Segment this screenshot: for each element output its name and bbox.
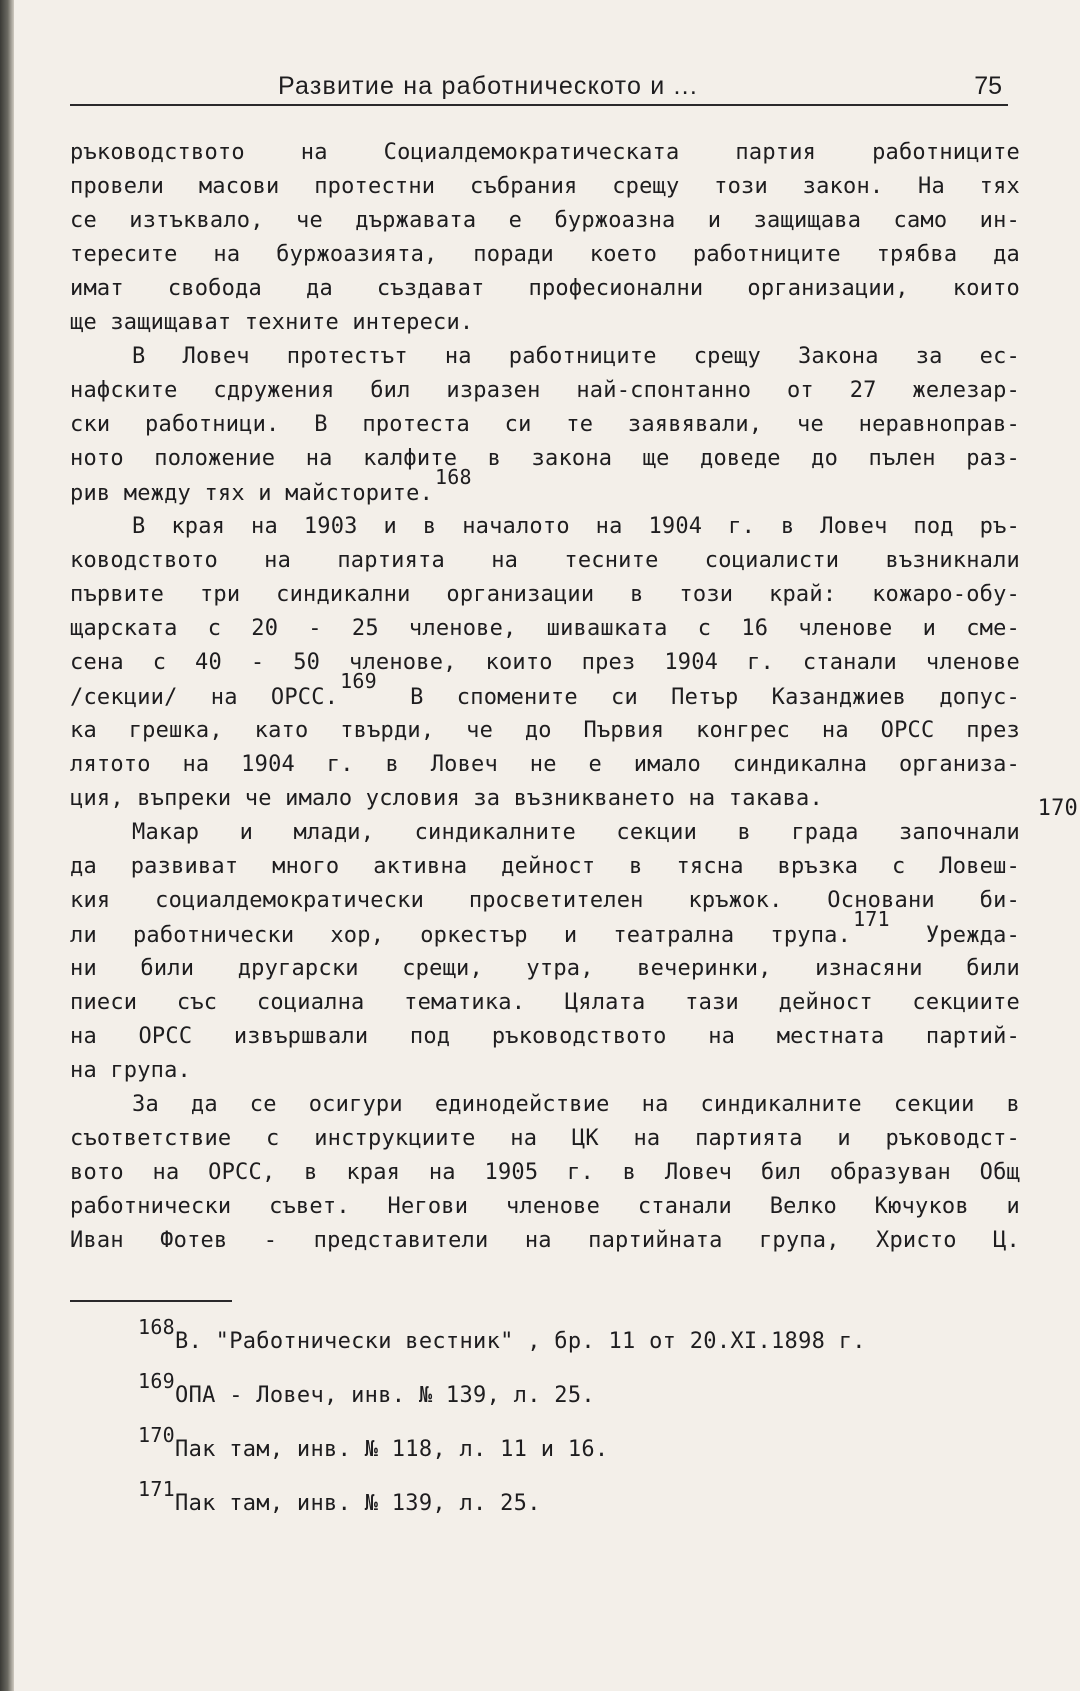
line-text: на група. — [70, 1058, 192, 1083]
text-line — [70, 136, 1020, 170]
line-text: Макар и млади, синдикалните секции в града започнали — [132, 820, 1020, 845]
footnote-text: ОПА - Ловеч, инв. № 139, л. 25. — [175, 1383, 595, 1408]
text-line — [70, 612, 1020, 646]
text-line — [70, 170, 1020, 204]
text-line — [70, 646, 1020, 680]
line-continuation: Урежда- — [925, 923, 1020, 948]
line-text: тересите на буржоазията, поради което работниците трябва да — [70, 242, 1020, 267]
line-text: ръководството на Социалдемократическата партия работниците — [70, 140, 1020, 165]
footnote-number: 170 — [138, 1423, 176, 1447]
footnote-number: 168 — [138, 1315, 176, 1339]
footnote-marker[interactable]: 171 — [853, 907, 890, 931]
body-text — [70, 136, 1078, 1258]
line-text: лятото на 1904 г. в Ловеч не е имало синдикална организа- — [70, 752, 1020, 777]
line-text: рив между тях и майсторите. — [70, 481, 434, 506]
text-line — [70, 714, 1020, 748]
paragraph — [70, 1088, 1020, 1258]
line-text: се изтъквало, че държавата е буржоазна и защищава само ин- — [70, 208, 1020, 233]
footnote-item — [138, 1368, 1018, 1422]
text-line — [70, 986, 1020, 1020]
line-text: пиеси със социална тематика. Цялата тази дейност секциите — [70, 990, 1020, 1015]
footnote-marker[interactable]: 168 — [435, 465, 472, 489]
text-line — [70, 306, 1020, 340]
footnote-item — [138, 1314, 1018, 1368]
line-text: кия социалдемократически просветителен кръжок. Основани би- — [70, 888, 1020, 913]
text-line — [70, 669, 1020, 714]
line-text: нафските сдружения бил изразен най-спонтанно от 27 железар- — [70, 378, 1020, 403]
text-line — [70, 442, 1020, 476]
footnote-text: В. "Работнически вестник" , бр. 11 от 20.XI.1898 г. — [175, 1329, 866, 1354]
text-line — [70, 465, 1020, 510]
line-text: вото на ОРСС, в края на 1905 г. в Ловеч бил образуван Общ — [70, 1160, 1020, 1185]
text-line — [70, 748, 1020, 782]
line-text: ция, въпреки че имало условия за възникването на такава. — [70, 786, 823, 811]
footnote-text: Пак там, инв. № 139, л. 25. — [175, 1491, 541, 1516]
line-text: /секции/ на ОРСС. — [70, 685, 339, 710]
line-text: на ОРСС извършвали под ръководството на местната партий- — [70, 1024, 1020, 1049]
text-line — [70, 510, 1020, 544]
page-number: 75 — [974, 72, 1002, 100]
footnote-marker[interactable]: 170 — [1037, 796, 1078, 821]
paragraph — [70, 340, 1020, 510]
line-text: В края на 1903 и в началото на 1904 г. в Ловеч под ръ- — [132, 514, 1020, 539]
line-text: ли работнически хор, оркестър и театрална трупа. — [70, 923, 852, 948]
text-line — [70, 782, 1078, 821]
paragraph — [70, 816, 1020, 1088]
book-page — [70, 0, 1078, 1691]
line-text: съответствие с инструкциите на ЦК на партията и ръководст- — [70, 1126, 1020, 1151]
footnotes — [138, 1314, 1018, 1530]
text-line — [70, 1190, 1020, 1224]
line-text: ководството на партията на тесните социалисти възникнали — [70, 548, 1020, 573]
line-text: ка грешка, като твърди, че до Първия конгрес на ОРСС през — [70, 718, 1020, 743]
line-text: ски работници. В протеста си те заявявали, че неравноправ- — [70, 412, 1020, 437]
book-spine-shadow — [0, 0, 14, 1691]
running-title: Развитие на работническото и ... — [278, 72, 698, 100]
text-line — [70, 1020, 1020, 1054]
text-line — [70, 1156, 1020, 1190]
footnote-text: Пак там, инв. № 118, л. 11 и 16. — [175, 1437, 609, 1462]
footnote-number: 169 — [138, 1369, 176, 1393]
text-line — [70, 952, 1020, 986]
text-line — [70, 204, 1020, 238]
text-line — [70, 1122, 1020, 1156]
footnote-divider — [70, 1300, 232, 1302]
text-line — [70, 1054, 1020, 1088]
footnote-item — [138, 1422, 1018, 1476]
footnote-marker[interactable]: 169 — [340, 669, 377, 693]
line-text: Иван Фотев - представители на партийната група, Христо Ц. — [70, 1228, 1020, 1253]
text-line — [70, 1088, 1020, 1122]
line-text: първите три синдикални организации в този край: кожаро-обу- — [70, 582, 1020, 607]
text-line — [70, 408, 1020, 442]
line-text: провели масови протестни събрания срещу този закон. На тях — [70, 174, 1020, 199]
line-text: да развиват много активна дейност в тясна връзка с Ловеш- — [70, 854, 1020, 879]
text-line — [70, 238, 1020, 272]
page-header — [70, 70, 1008, 106]
text-line — [70, 850, 1020, 884]
text-line — [70, 272, 1020, 306]
paragraph — [70, 510, 1078, 821]
text-line — [70, 907, 1020, 952]
line-text: сена с 40 - 50 членове, които през 1904 г. станали членове — [70, 650, 1020, 675]
text-line — [70, 1224, 1020, 1258]
line-text: За да се осигури единодействие на синдикалните секции в — [132, 1092, 1020, 1117]
text-line — [70, 544, 1020, 578]
paragraph — [70, 136, 1020, 340]
text-line — [70, 578, 1020, 612]
footnote-number: 171 — [138, 1477, 176, 1501]
footnote-item — [138, 1476, 1018, 1530]
line-text: ното положение на калфите в закона ще доведе до пълен раз- — [70, 446, 1020, 471]
line-text: имат свобода да създават професионални организации, които — [70, 276, 1020, 301]
line-continuation: В спомените си Петър Казанджиев допус- — [410, 685, 1020, 710]
text-line — [70, 340, 1020, 374]
text-line — [70, 816, 1020, 850]
line-text: работнически съвет. Негови членове станали Велко Кючуков и — [70, 1194, 1020, 1219]
line-text: В Ловеч протестът на работниците срещу Закона за ес- — [132, 344, 1020, 369]
text-line — [70, 374, 1020, 408]
line-text: ще защищават техните интереси. — [70, 310, 474, 335]
line-text: ни били другарски срещи, утра, вечеринки, изнасяни били — [70, 956, 1020, 981]
line-text: щарската с 20 - 25 членове, шивашката с 16 членове и сме- — [70, 616, 1020, 641]
